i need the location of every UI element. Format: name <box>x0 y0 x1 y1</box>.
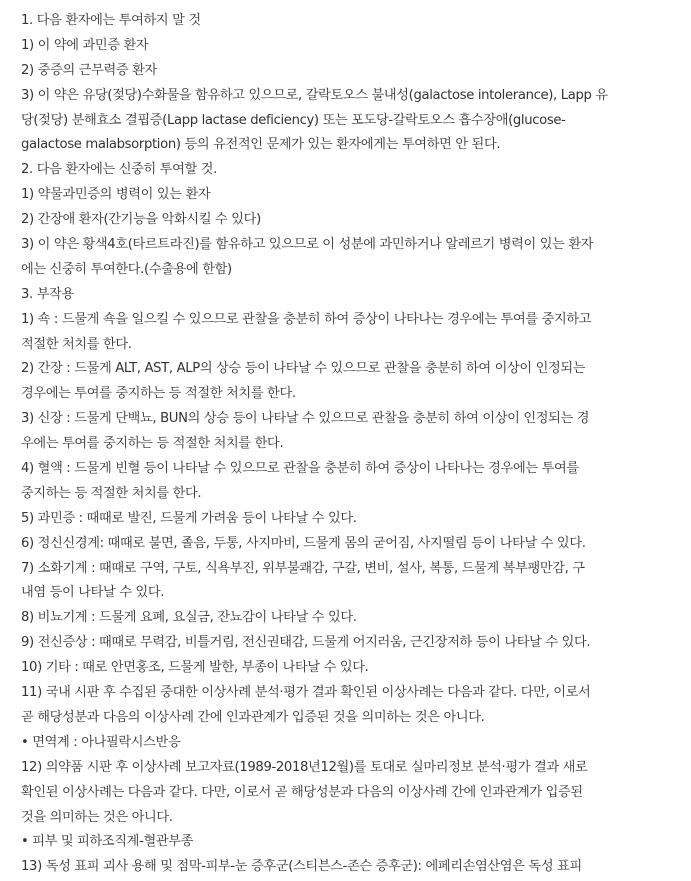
text-line: 우에는 투여를 중지하는 등 적절한 처치를 한다. <box>21 436 284 452</box>
text-line: 5) 과민증 : 때때로 발진, 드물게 가려움 등이 나타날 수 있다. <box>21 510 357 526</box>
text-line: 6) 정신신경계: 때때로 불면, 졸음, 두통, 사지마비, 드물게 몸의 굳어짐, 사지떨림 등이 나타날 수 있다. <box>21 535 586 551</box>
text-line: 것을 의미하는 것은 아니다. <box>21 809 173 825</box>
text-line: 1) 쇽 : 드물게 쇽을 일으킬 수 있으므로 관찰을 충분히 하여 증상이 나타나는 경우에는 투여를 중지하고 <box>21 311 592 327</box>
text-line: 당(젖당) 분해효소 결핍증(Lapp lactase deficiency) 또는 포도당-갈락토오스 흡수장애(glucose- <box>21 112 566 128</box>
text-line: 9) 전신증상 : 때때로 무력감, 비틀거림, 전신권태감, 드물게 어지러움, 근긴장저하 등이 나타날 수 있다. <box>21 635 591 651</box>
text-line: 1) 이 약에 과민증 환자 <box>21 37 149 53</box>
text-line: 에는 신중히 투여한다.(수출용에 한함) <box>21 261 232 277</box>
text-line: • 피부 및 피하조직계-혈관부종 <box>21 834 194 850</box>
text-line: 중지하는 등 적절한 처치를 한다. <box>21 485 202 501</box>
text-line: 경우에는 투여를 중지하는 등 적절한 처치를 한다. <box>21 386 296 402</box>
text-line: 2) 중증의 근무력증 환자 <box>21 62 157 78</box>
text-line: 10) 기타 : 때로 안면홍조, 드물게 발한, 부종이 나타날 수 있다. <box>21 660 369 676</box>
text-line: 3) 이 약은 황색4호(타르트라진)를 함유하고 있으므로 이 성분에 과민하거나 알레르기 병력이 있는 환자 <box>21 237 594 253</box>
text-line: 13) 독성 표피 괴사 용해 및 점막-피부-눈 증후군(스티븐스-존슨 증후군): 에페리손염산염은 독성 표피 <box>21 859 582 875</box>
text-line: 적절한 처치를 한다. <box>21 336 132 352</box>
text-line: 2) 간장 : 드물게 ALT, AST, ALP의 상승 등이 나타날 수 있으므로 관찰을 충분히 하여 이상이 인정되는 <box>21 361 586 377</box>
text-line: 3) 신장 : 드물게 단백뇨, BUN의 상승 등이 나타날 수 있으므로 관찰을 충분히 하여 이상이 인정되는 경 <box>21 411 590 427</box>
text-line: 확인된 이상사례는 다음과 같다. 다만, 이로서 곧 해당성분과 다음의 이상사례 간에 인과관계가 입증된 <box>21 784 583 800</box>
text-line: 8) 비뇨기계 : 드물게 요폐, 요실금, 잔뇨감이 나타날 수 있다. <box>21 610 357 626</box>
text-line: 곧 해당성분과 다음의 이상사례 간에 인과관계가 입증된 것을 의미하는 것은 아니다. <box>21 709 485 725</box>
text-line: 2) 간장애 환자(간기능을 악화시킬 수 있다) <box>21 212 261 228</box>
text-line: 3) 이 약은 유당(젖당)수화물을 함유하고 있으므로, 갈락토오스 불내성(galactose intolerance), Lapp 유 <box>21 87 608 103</box>
text-line: • 면역계 : 아나필락시스반응 <box>21 734 181 750</box>
text-line: 1) 약물과민증의 병력이 있는 환자 <box>21 187 211 203</box>
text-line: 2. 다음 환자에는 신중히 투여할 것. <box>21 162 217 178</box>
text-line: 3. 부작용 <box>21 286 74 302</box>
text-line: 1. 다음 환자에는 투여하지 말 것 <box>21 13 201 28</box>
text-line: 내염 등이 나타날 수 있다. <box>21 585 165 601</box>
text-line: 7) 소화기계 : 때때로 구역, 구토, 식욕부진, 위부불쾌감, 구갈, 변비, 설사, 복통, 드물게 복부팽만감, 구 <box>21 560 585 576</box>
text-line: 12) 의약품 시판 후 이상사례 보고자료(1989-2018년12월)를 토대로 실마리정보 분석·평가 결과 새로 <box>21 759 588 775</box>
text-line: 11) 국내 시판 후 수집된 중대한 이상사례 분석·평가 결과 확인된 이상사례는 다음과 같다. 다만, 이로서 <box>21 685 591 701</box>
text-line: galactose malabsorption) 등의 유전적인 문제가 있는 환자에게는 투여하면 안 된다. <box>21 137 501 153</box>
text-line: 4) 혈액 : 드물게 빈혈 등이 나타날 수 있으므로 관찰을 충분히 하여 증상이 나타나는 경우에는 투여를 <box>21 461 579 477</box>
